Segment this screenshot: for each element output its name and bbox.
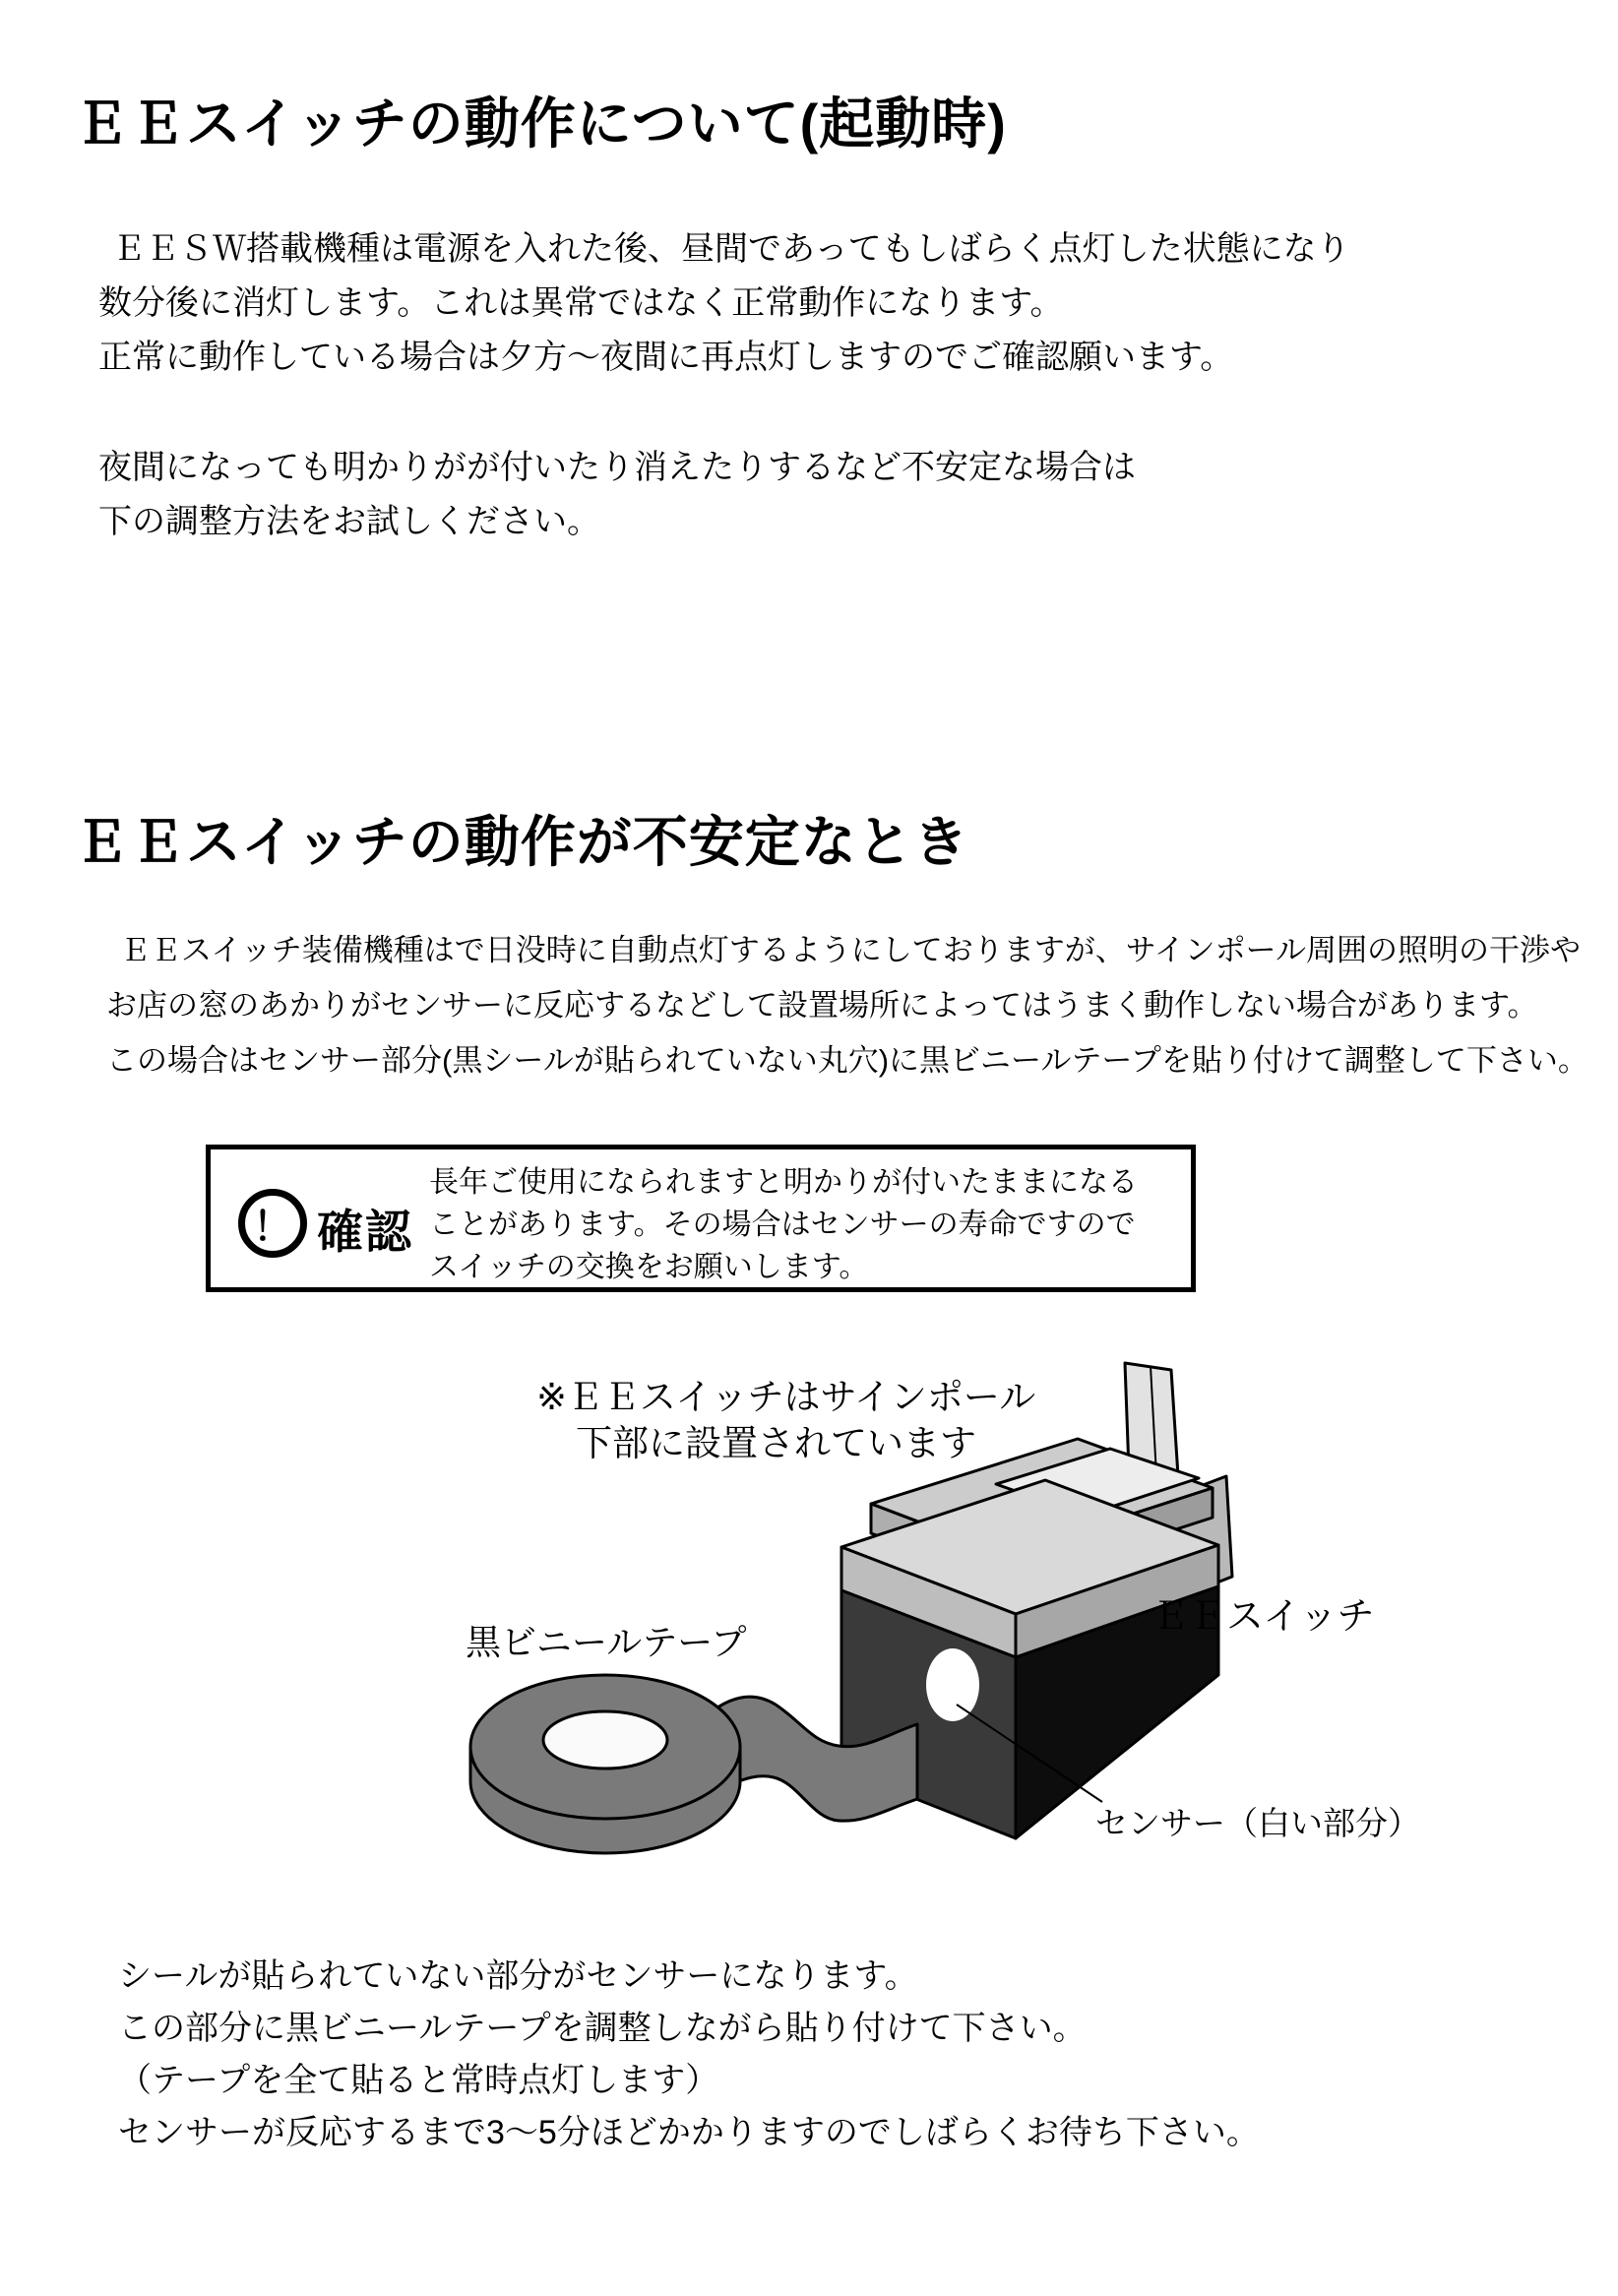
paragraph-line: シールが貼られていない部分がセンサーになります。 xyxy=(118,1957,918,1995)
confirm-text-line: スイッチの交換をお願いします。 xyxy=(429,1251,869,1283)
paragraph-line: この場合はセンサー部分(黒シールが貼られていない丸穴)に黒ビニールテープを貼り付けて調整して下さい。 xyxy=(106,1043,1588,1078)
paragraph-line: お店の窓のあかりがセンサーに反応するなどして設置場所によってはうまく動作しない場合があります。 xyxy=(106,988,1538,1023)
switch-label: ＥＥスイッチ xyxy=(1151,1596,1375,1638)
sensor-hole xyxy=(926,1648,979,1721)
bottom-paragraph xyxy=(118,1951,1260,2159)
startup-paragraph-2 xyxy=(98,441,1136,549)
confirm-callout-box xyxy=(206,1145,1196,1292)
paragraph-line: ＥＥＳＷ搭載機種は電源を入れた後、昼間であってもしばらく点灯した状態になり xyxy=(112,230,1350,268)
exclamation-glyph: ！ xyxy=(253,1205,292,1249)
sensor-label: センサー（白い部分） xyxy=(1095,1805,1420,1841)
paragraph-line: この部分に黒ビニールテープを調整しながら貼り付けて下さい。 xyxy=(118,2010,1087,2047)
diagram-note-line: 下部に設置されています xyxy=(576,1423,976,1463)
paragraph-line: 下の調整方法をお試しください。 xyxy=(98,503,600,540)
paragraph-line: 正常に動作している場合は夕方～夜間に再点灯しますのでご確認願います。 xyxy=(98,339,1234,376)
startup-paragraph-1 xyxy=(98,222,1350,385)
paragraph-line: 夜間になっても明かりがが付いたり消えたりするなど不安定な場合は xyxy=(98,449,1136,486)
exclamation-circle-icon xyxy=(238,1189,307,1258)
tape-label: 黒ビニールテープ xyxy=(466,1622,747,1662)
confirm-text-line: 長年ご使用になられますと明かりが付いたままになる xyxy=(429,1166,1138,1199)
paragraph-line: センサーが反応するまで3～5分ほどかかりますのでしばらくお待ち下さい。 xyxy=(118,2114,1260,2151)
confirm-text xyxy=(429,1161,1138,1288)
confirm-label: 確認 xyxy=(317,1206,413,1258)
diagram-note xyxy=(536,1374,1035,1466)
unstable-paragraph-1 xyxy=(106,923,1588,1088)
paragraph-line: （テープを全て貼ると常時点灯します） xyxy=(118,2062,719,2099)
paragraph-line: 数分後に消灯します。これは異常ではなく正常動作になります。 xyxy=(98,284,1064,322)
confirm-text-line: ことがあります。その場合はセンサーの寿命ですので xyxy=(429,1209,1136,1241)
paragraph-line: ＥＥスイッチ装備機種はで日没時に自動点灯するようにしておりますが、サインポール周囲の照明の干渉や xyxy=(120,933,1581,967)
diagram-note-line: ※ＥＥスイッチはサインポール xyxy=(536,1377,1036,1417)
tape-roll-hole xyxy=(543,1711,667,1769)
section-startup-title: ＥＥスイッチの動作について(起動時) xyxy=(74,93,1007,155)
section-unstable-title: ＥＥスイッチの動作が不安定なとき xyxy=(74,811,969,873)
